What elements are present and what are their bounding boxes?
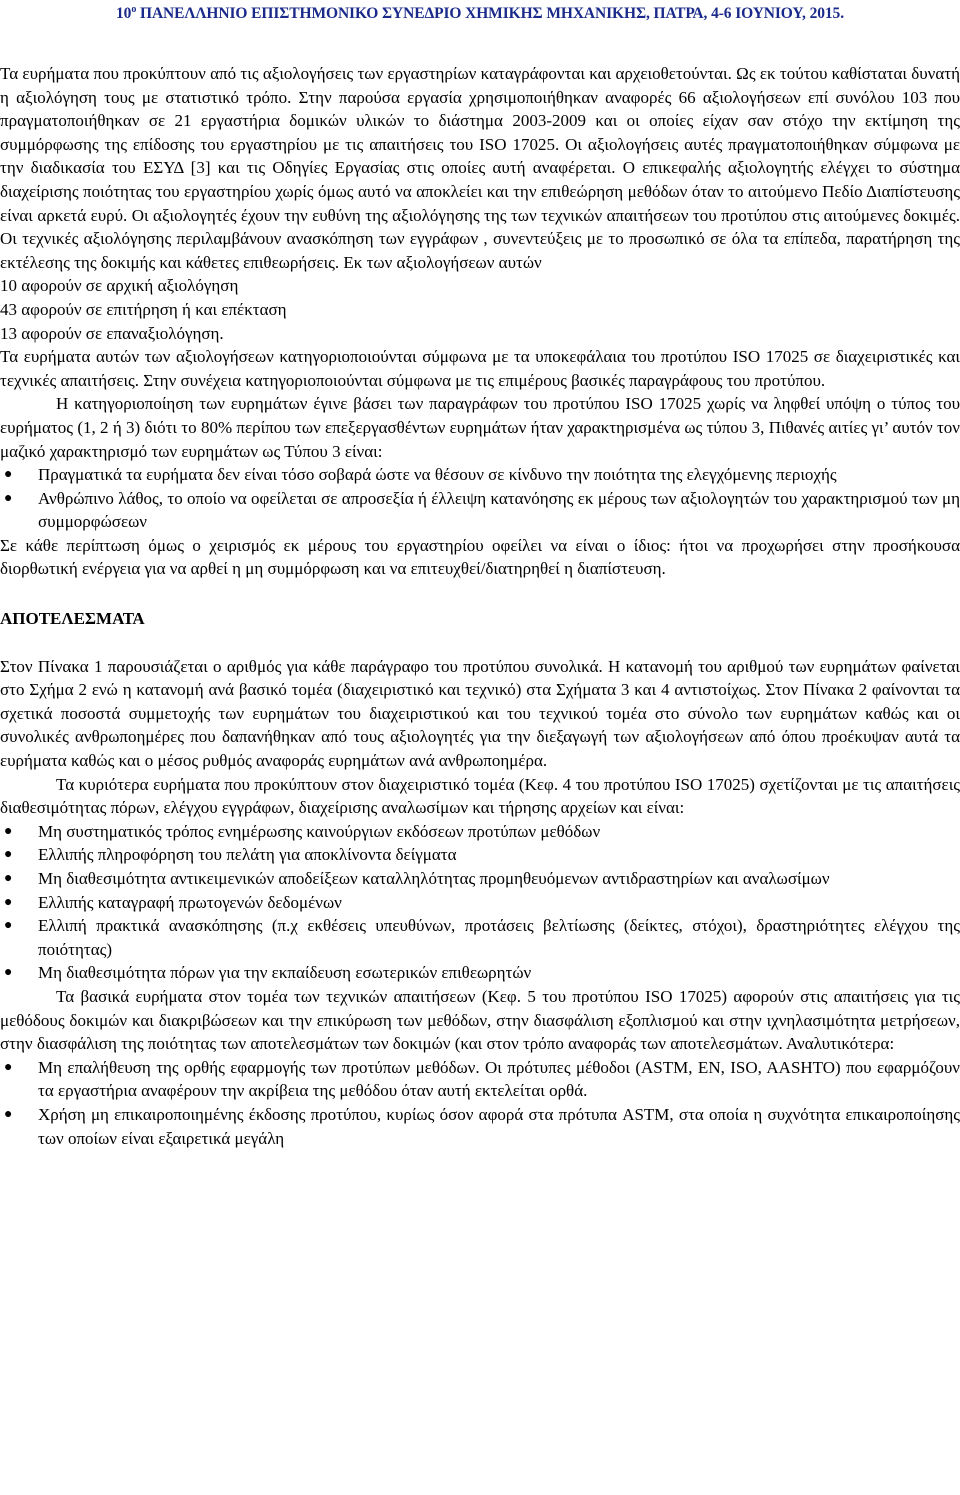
paragraph-handling: Σε κάθε περίπτωση όμως ο χειρισμός εκ μέρους του εργαστηρίου οφείλει να είναι ο ίδιος: ήτοι να προχωρήσει στην προσήκουσα διορθωτική ενέργεια για να αρθεί η μη συμμόρφωση και να επιτευχθεί/διατηρηθεί η διαπίστευση. (0, 535, 960, 579)
causes-list (0, 463, 960, 534)
bullet-icon: ● (4, 965, 13, 981)
list-item (0, 867, 960, 891)
list-item-text: Χρήση μη επικαιροποιημένης έκδοσης προτύπου, κυρίως όσον αφορά στα πρότυπα ASTM, στα οποία η συχνότητα επικαιροποίησης των οποίων είναι εξαιρετικά μεγάλη (38, 1104, 960, 1148)
management-findings-list (0, 820, 960, 985)
list-item (0, 961, 960, 985)
header-superscript: ο (131, 4, 137, 15)
bullet-icon: ● (4, 894, 13, 910)
list-item-text: Ανθρώπινο λάθος, το οποίο να οφείλεται σε απροσεξία ή έλλειψη κατανόησης εκ μέρους των αξιολογητών του χαρακτηρισμού των μη συμμορφώσεων (38, 488, 960, 532)
list-item-text: Μη συστηματικός τρόπος ενημέρωσης καινούργιων εκδόσεων προτύπων μεθόδων (38, 821, 601, 841)
paragraph-evaluations: Τα ευρήματα που προκύπτουν από τις αξιολογήσεις των εργαστηρίων καταγράφονται και αρχειοθετούνται. Ως εκ τούτου καθίσταται δυνατή η αξιολόγηση τους με στατιστικό τρόπο. Στην παρούσα εργασία χρησιμοποιήθηκαν αναφορές 66 αξιολογήσεων επί συνόλου 103 που πραγματοποιήθηκαν σε 21 εργαστήρια δομικών υλικών το διάστημα 2003-2009 και οι οποίες είχαν σαν στόχο την εκτίμηση της συμμόρφωσης της επίδοσης του εργαστηρίου με τις απαιτήσεις του ISO 17025. Οι αξιολογήσεις αυτές πραγματοποιήθηκαν σύμφωνα με την διαδικασία του ΕΣΥΔ [3] και τις Οδηγίες Εργασίας στις οποίες αυτή αναφέρεται. Ο επικεφαλής αξιολογητής ελέγχει το σύστημα διαχείρισης ποιότητας του εργαστηρίου χωρίς όμως αυτό να αποκλείει και την επιθεώρηση μεθόδων όταν το αιτούμενο Πεδίο Διαπίστευσης είναι αρκετά ευρύ. Οι αξιολογητές έχουν την ευθύνη της αξιολόγησης της των τεχνικών απαιτήσεων του προτύπου στις αιτούμενες δοκιμές. Οι τεχνικές αξιολόγησης περιλαμβάνουν ανασκόπηση των εγγράφων , συνεντεύξεις με το προσωπικό σε όλα τα επίπεδα, παρατήρηση της εκτέλεσης της δοκιμής και κάθετες επιθεωρήσεις. Εκ των αξιολογήσεων αυτών (0, 64, 960, 272)
list-item-text: Μη διαθεσιμότητα αντικειμενικών αποδείξεων καταλληλότητας προμηθευόμενων αντιδραστηρίων και αναλωσίμων (38, 869, 830, 888)
paragraph-management: Τα κυριότερα ευρήματα που προκύπτουν στον διαχειριστικό τομέα (Κεφ. 4 του προτύπου ISO 17025) σχετίζονται με τις απαιτήσεις διαθεσιμότητας πόρων, ελέγχου εγγράφων, διαχείρισης αναλωσίμων και τήρησης αρχείων και είναι: (0, 774, 960, 818)
bullet-icon: ● (4, 823, 13, 839)
header-number: 10 (116, 5, 132, 23)
list-item (0, 891, 960, 915)
list-item (0, 487, 960, 534)
list-item-text: Μη επαλήθευση της ορθής εφαρμογής των προτύπων μεθόδων. Οι πρότυπες μέθοδοι (ASTM, EN, ISO, AASHTO) που εφαρμόζουν τα εργαστήρια αναφέρουν την ακρίβεια της μεθόδου όταν αυτή εκτελείται ορθά. (38, 1057, 960, 1101)
bullet-icon: ● (4, 490, 13, 506)
list-item (0, 1056, 960, 1103)
bullet-icon: ● (4, 847, 13, 863)
list-item-text: Πραγματικά τα ευρήματα δεν είναι τόσο σοβαρά ώστε να θέσουν σε κίνδυνο την ποιότητα της ελεγχόμενης περιοχής (38, 465, 837, 485)
bullet-icon: ● (4, 467, 13, 483)
paragraph-classification: Η κατηγοριοποίηση των ευρημάτων έγινε βάσει των παραγράφων του προτύπου ISO 17025 χωρίς να ληφθεί υπόψη ο τύπος του ευρήματος (1, 2 ή 3) διότι το 80% περίπου των επεξεργασθέντων ευρημάτων ήταν χαρακτηρισμένα ως τύπου 3, Πιθανές αιτίες γι’ αυτόν τον μαζικό χαρακτηρισμό των ευρημάτων ως Τύπου 3 είναι: (0, 394, 960, 461)
list-item-text: Ελλιπή πρακτικά ανασκόπησης (π.χ εκθέσεις υπευθύνων, προτάσεις βελτίωσης (δείκτες, στόχοι), δραστηριότητες ελέγχου της ποιότητας) (38, 916, 960, 959)
list-item-text: Ελλιπής πληροφόρηση του πελάτη για αποκλίνοντα δείγματα (38, 845, 457, 865)
bullet-icon: ● (4, 918, 13, 934)
conference-header (0, 4, 960, 23)
bullet-icon: ● (4, 1059, 13, 1075)
paragraph-results: Στον Πίνακα 1 παρουσιάζεται ο αριθμός για κάθε παράγραφο του προτύπου συνολικά. Η κατανομή του αριθμού των ευρημάτων φαίνεται στο Σχήμα 2 ενώ η κατανομή ανά βασικό τομέα (διαχειριστικό και τεχνικό) στα Σχήματα 3 και 4 αντιστοίχως. Στον Πίνακα 2 φαίνονται τα σχετικά ποσοστά συμμετοχής των ευρημάτων του διαχειριστικού και του τεχνικού τομέα στο σύνολο των ευρημάτων καθώς και οι συνολικές ανθρωποημέρες που δαπανήθηκαν από τους αξιολογητές για την διεξαγωγή των αξιολογήσεων από όπου προέκυψαν αυτά τα ευρήματα καθώς και ο μέσος ρυθμός αναφοράς ευρημάτων ανά ανθρωποημέρα. (0, 656, 960, 771)
results-heading: ΑΠΟΤΕΛΕΣΜΑΤΑ (0, 609, 145, 629)
list-item (0, 820, 960, 844)
list-item (0, 843, 960, 867)
list-item (0, 914, 960, 961)
count-surveillance: 43 αφορούν σε επιτήρηση ή και επέκταση (0, 299, 287, 319)
bullet-icon: ● (4, 871, 13, 886)
bullet-icon: ● (4, 1106, 13, 1122)
list-item-text: Μη διαθεσιμότητα πόρων για την εκπαίδευση εσωτερικών επιθεωρητών (38, 963, 532, 983)
list-item-text: Ελλιπής καταγραφή πρωτογενών δεδομένων (38, 892, 342, 912)
count-initial: 10 αφορούν σε αρχική αξιολόγηση (0, 276, 239, 296)
technical-findings-list (0, 1056, 960, 1150)
document-body (0, 62, 960, 1150)
header-title: ΠΑΝΕΛΛΗΝΙΟ ΕΠΙΣΤΗΜΟΝΙΚΟ ΣΥΝΕΔΡΙΟ ΧΗΜΙΚΗΣ ΜΗΧΑΝΙΚΗΣ, ΠΑΤΡΑ, 4-6 ΙΟΥΝΙΟΥ, 2015. (136, 5, 844, 23)
paragraph-categorisation: Τα ευρήματα αυτών των αξιολογήσεων κατηγοριοποιούνται σύμφωνα με τα υποκεφάλαια του προτύπου ISO 17025 σε διαχειριστικές και τεχνικές απαιτήσεις. Στην συνέχεια κατηγοριοποιούνται σύμφωνα με τις επιμέρους βασικές παραγράφους του προτύπου. (0, 347, 960, 390)
list-item (0, 463, 960, 487)
list-item (0, 1103, 960, 1150)
paragraph-technical: Τα βασικά ευρήματα στον τομέα των τεχνικών απαιτήσεων (Κεφ. 5 του προτύπου ISO 17025) αφορούν στις απαιτήσεις για τις μεθόδους δοκιμών και διακριβώσεων και την επικύρωση των μεθόδων, στην διασφάλιση εξοπλισμού και στην ιχνηλασιμότητα μετρήσεων, στην διασφάλιση της ποιότητας των αποτελεσμάτων των δοκιμών (και στον τρόπο αναφοράς των αποτελεσμάτων. Αναλυτικότερα: (0, 986, 960, 1054)
count-reassessment: 13 αφορούν σε επαναξιολόγηση. (0, 323, 224, 343)
